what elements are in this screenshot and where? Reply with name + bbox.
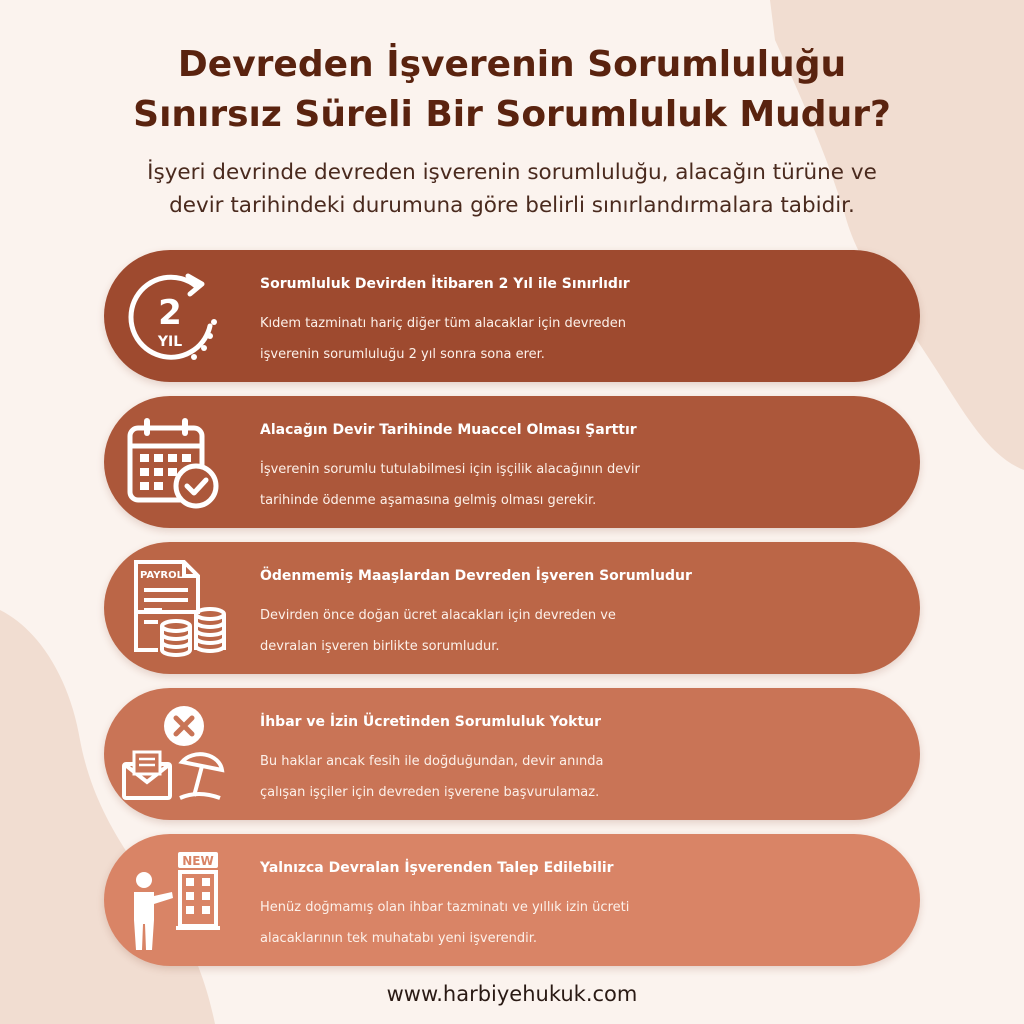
card-text <box>260 892 910 954</box>
card-title: Alacağın Devir Tarihinde Muaccel Olması Şarttır <box>260 422 637 438</box>
card-text-line-1: Kıdem tazminatı hariç diğer tüm alacaklar için devreden <box>260 316 627 331</box>
info-card-new-employer <box>104 834 920 966</box>
card-title: Ödenmemiş Maaşlardan Devreden İşveren Sorumludur <box>260 568 692 584</box>
card-text <box>260 746 910 808</box>
clock-number: 2 <box>158 293 182 333</box>
card-title: Yalnızca Devralan İşverenden Talep Edilebilir <box>260 860 614 876</box>
page-title <box>40 40 984 140</box>
website-link[interactable]: www.harbiyehukuk.com <box>386 982 638 1006</box>
new-label: NEW <box>182 854 214 868</box>
clock-2-years-icon <box>118 262 226 370</box>
title-line-1: Devreden İşverenin Sorumluluğu <box>177 44 847 85</box>
card-text <box>260 600 910 662</box>
info-card-two-year-limit <box>104 250 920 382</box>
page-subtitle <box>60 156 964 222</box>
card-text-line-1: Henüz doğmamış olan ihbar tazminatı ve yıllık izin ücreti <box>260 900 630 915</box>
card-title: İhbar ve İzin Ücretinden Sorumluluk Yoktur <box>260 714 602 730</box>
card-title: Sorumluluk Devirden İtibaren 2 Yıl ile Sınırlıdır <box>260 276 630 292</box>
title-line-2: Sınırsız Süreli Bir Sorumluluk Mudur? <box>133 94 891 135</box>
payroll-coins-icon <box>118 554 226 662</box>
card-text-line-1: Bu haklar ancak fesih ile doğduğundan, devir anında <box>260 754 604 769</box>
info-card-unpaid-wages <box>104 542 920 674</box>
info-card-muaccel <box>104 396 920 528</box>
person-new-building-icon <box>118 846 226 954</box>
envelope-umbrella-x-icon <box>118 700 226 808</box>
info-card-notice-leave <box>104 688 920 820</box>
card-text-line-1: Devirden önce doğan ücret alacakları için devreden ve <box>260 608 616 623</box>
card-text-line-2: çalışan işçiler için devreden işverene başvurulamaz. <box>260 785 600 800</box>
card-text-line-2: tarihinde ödenme aşamasına gelmiş olması gerekir. <box>260 493 597 508</box>
subtitle-line-1: İşyeri devrinde devreden işverenin sorumluluğu, alacağın türüne ve <box>147 160 877 185</box>
card-text <box>260 454 910 516</box>
clock-unit: YIL <box>157 334 183 350</box>
card-text-line-2: devralan işveren birlikte sorumludur. <box>260 639 500 654</box>
payroll-label: PAYROLL <box>140 570 190 581</box>
card-text-line-2: işverenin sorumluluğu 2 yıl sonra sona erer. <box>260 347 545 362</box>
card-text-line-1: İşverenin sorumlu tutulabilmesi için işçilik alacağının devir <box>260 462 640 477</box>
calendar-check-icon <box>118 408 226 516</box>
card-text-line-2: alacaklarının tek muhatabı yeni işverendir. <box>260 931 538 946</box>
subtitle-line-2: devir tarihindeki durumuna göre belirli sınırlandırmalara tabidir. <box>169 193 855 218</box>
card-text <box>260 308 910 370</box>
